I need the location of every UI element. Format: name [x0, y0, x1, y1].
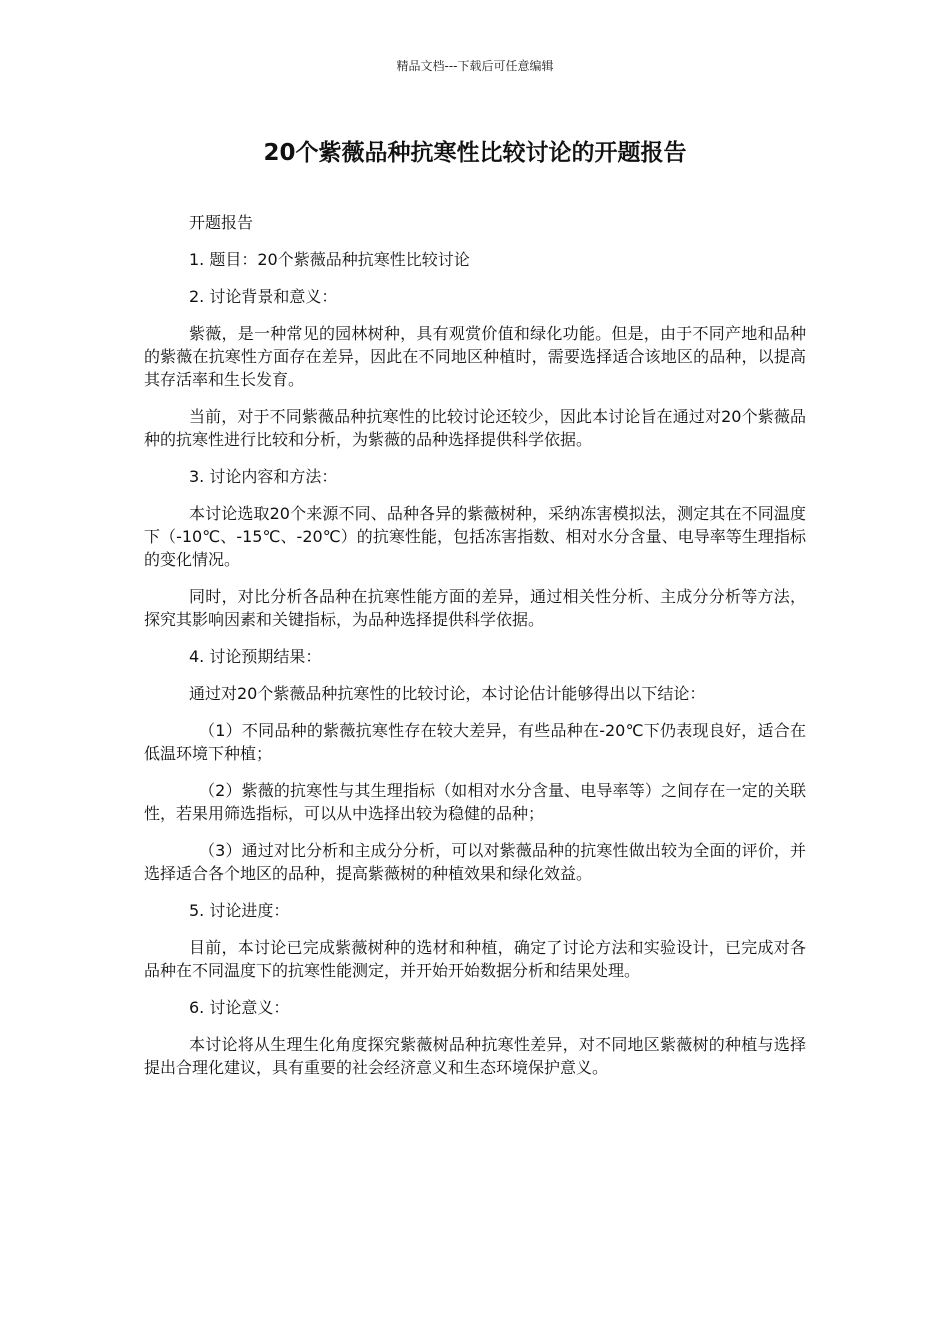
body-paragraph: 通过对20个紫薇品种抗寒性的比较讨论，本讨论估计能够得出以下结论：: [189, 684, 706, 703]
section-heading: 1. 题目：20个紫薇品种抗寒性比较讨论: [189, 250, 470, 269]
document-body: [144, 211, 806, 1093]
section-label: 开题报告: [189, 213, 254, 232]
section-heading: 4. 讨论预期结果：: [189, 647, 322, 666]
body-paragraph: 同时，对比分析各品种在抗寒性能方面的差异，通过相关性分析、主成分分析等方法，探究其影响因素和关键指标，为品种选择提供科学依据。: [144, 587, 806, 629]
section-heading: 5. 讨论进度：: [189, 901, 290, 920]
section-heading: 2. 讨论背景和意义：: [189, 287, 338, 306]
body-paragraph: 紫薇，是一种常见的园林树种，具有观赏价值和绿化功能。但是，由于不同产地和品种的紫薇在抗寒性方面存在差异，因此在不同地区种植时，需要选择适合该地区的品种，以提高其存活率和生长发育。: [144, 324, 806, 389]
section-heading: 3. 讨论内容和方法：: [189, 467, 338, 486]
body-paragraph: 本讨论将从生理生化角度探究紫薇树品种抗寒性差异，对不同地区紫薇树的种植与选择提出合理化建议，具有重要的社会经济意义和生态环境保护意义。: [144, 1035, 806, 1077]
list-item: （1）不同品种的紫薇抗寒性存在较大差异，有些品种在-20℃下仍表现良好，适合在低温环境下种植；: [144, 721, 806, 763]
document-title: 20个紫薇品种抗寒性比较讨论的开题报告: [263, 140, 687, 166]
list-item: （3）通过对比分析和主成分分析，可以对紫薇品种的抗寒性做出较为全面的评价，并选择适合各个地区的品种，提高紫薇树的种植效果和绿化效益。: [144, 841, 806, 883]
body-paragraph: 当前，对于不同紫薇品种抗寒性的比较讨论还较少，因此本讨论旨在通过对20个紫薇品种的抗寒性进行比较和分析，为紫薇的品种选择提供科学依据。: [144, 407, 806, 449]
body-paragraph: 本讨论选取20个来源不同、品种各异的紫薇树种，采纳冻害模拟法，测定其在不同温度下（-10℃、-15℃、-20℃）的抗寒性能，包括冻害指数、相对水分含量、电导率等生理指标的变化情况。: [144, 504, 806, 569]
section-heading: 6. 讨论意义：: [189, 998, 290, 1017]
body-paragraph: 目前，本讨论已完成紫薇树种的选材和种植，确定了讨论方法和实验设计，已完成对各品种在不同温度下的抗寒性能测定，并开始开始数据分析和结果处理。: [144, 938, 806, 980]
page-header: 精品文档---下载后可任意编辑: [396, 59, 554, 73]
list-item: （2）紫薇的抗寒性与其生理指标（如相对水分含量、电导率等）之间存在一定的关联性，若果用筛选指标，可以从中选择出较为稳健的品种；: [144, 781, 806, 823]
